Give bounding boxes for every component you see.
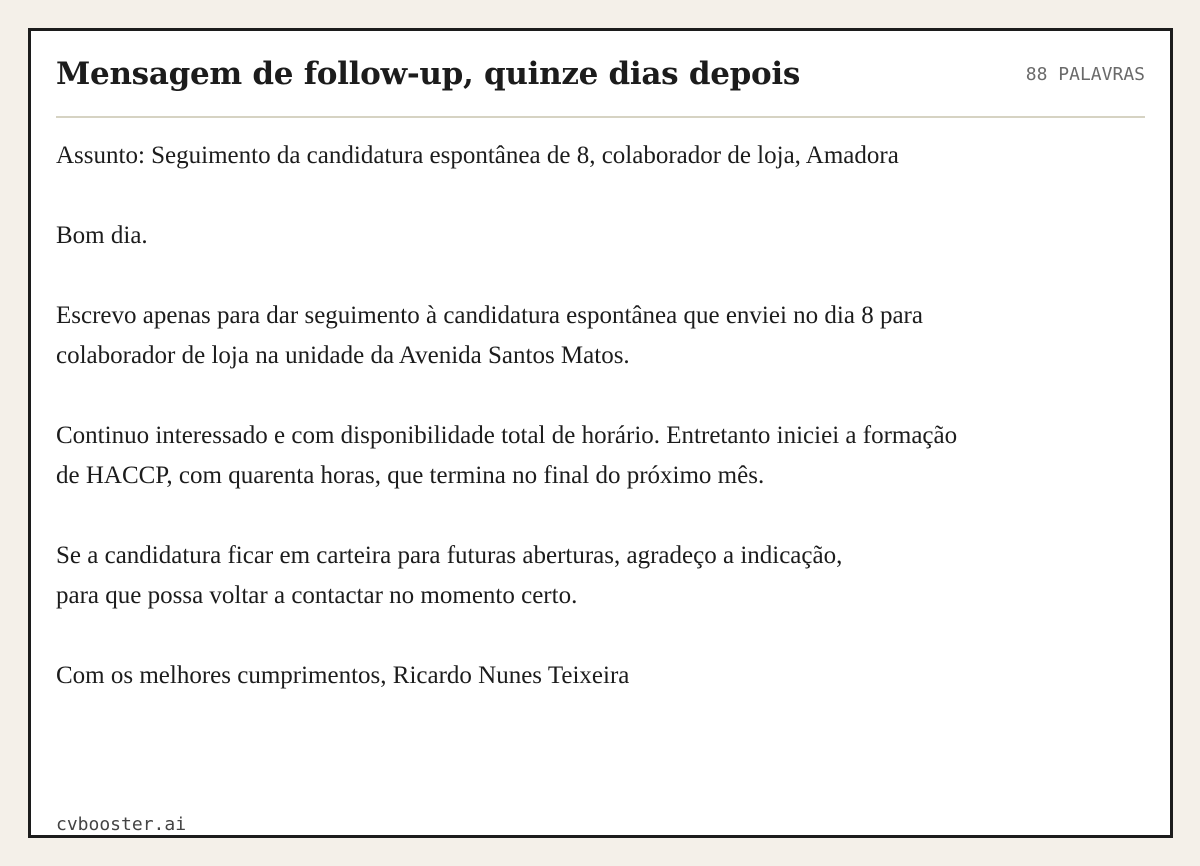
greeting-paragraph: Bom dia. [56,222,148,249]
document-title: Mensagem de follow-up, quinze dias depois [56,56,801,92]
word-count-badge: 88 PALAVRAS [1025,64,1145,85]
intro-paragraph: Escrevo apenas para dar seguimento à candidatura espontânea que enviei no dia 8 para colaborador de loja na unidade da Avenida Santos Matos. [56,302,923,369]
letter-card [28,28,1173,838]
signoff-paragraph: Com os melhores cumprimentos, Ricardo Nunes Teixeira [56,662,630,689]
letter-body [56,136,1046,696]
title-divider [56,116,1145,118]
availability-paragraph: Continuo interessado e com disponibilidade total de horário. Entretanto iniciei a formação de HACCP, com quarenta horas, que termina no final do próximo mês. [56,422,958,489]
subject-line: Assunto: Seguimento da candidatura espontânea de 8, colaborador de loja, Amadora [56,142,899,169]
footer-brand: cvbooster.ai [56,814,187,835]
request-paragraph: Se a candidatura ficar em carteira para futuras aberturas, agradeço a indicação, para que possa voltar a contactar no momento certo. [56,542,843,609]
